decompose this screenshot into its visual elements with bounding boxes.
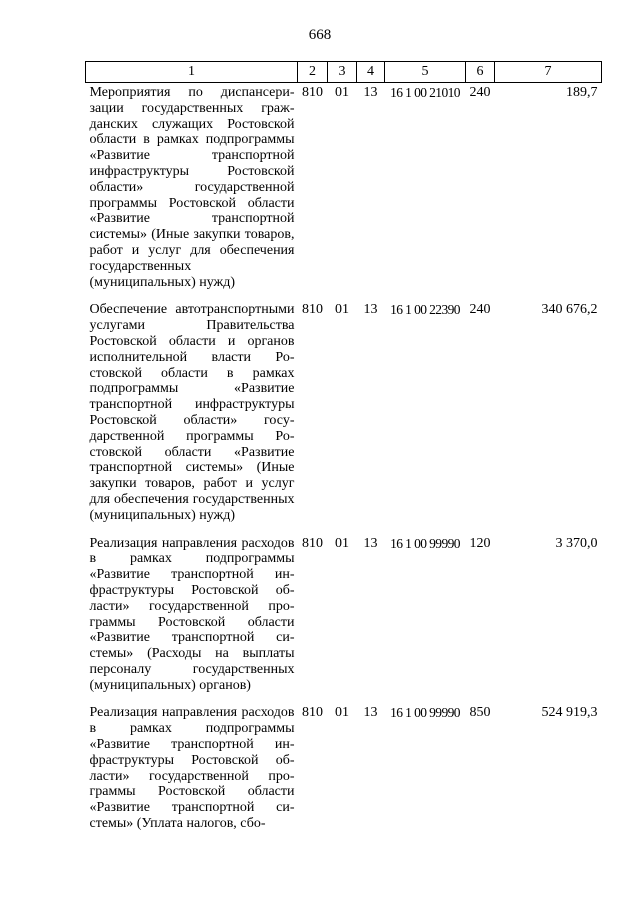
row-target-article: 16 1 00 21010	[390, 85, 460, 100]
row-section-code: 01	[335, 85, 349, 100]
row-subsection-code: 13	[363, 535, 378, 551]
row-subsection-code: 13	[363, 302, 378, 318]
table-row	[86, 302, 602, 535]
column-header: 3	[328, 62, 357, 83]
row-expense-type: 120	[469, 535, 491, 551]
row-description: Реализация направления расходов в рамках подпрограммы «Развитие транспортной инфраструктуры Ростовской области» государственной программы Ростовской области «Развитие транспортной системы» (Уплата налогов, сбо-	[89, 705, 295, 832]
row-amount: 189,7	[566, 85, 598, 100]
row-expense-type: 240	[469, 302, 491, 318]
table-header-row	[86, 62, 602, 83]
row-section-code: 01	[335, 535, 349, 551]
row-description: Мероприятия по диспансеризации государственных гражданских служащих Ростовской области в рамках подпрограммы «Развитие транспортной инфраструктуры Ростовской области» государственной программы Ростовской области «Развитие транспортной системы» (Иные закупки товаров, работ и услуг для обеспечения государственных (муниципальных) нужд)	[89, 85, 295, 290]
row-ministry-code: 810	[302, 705, 323, 721]
row-expense-type: 850	[469, 705, 491, 721]
row-ministry-code: 810	[302, 535, 323, 551]
column-header: 5	[385, 62, 466, 83]
row-target-article: 16 1 00 22390	[390, 302, 460, 318]
page-number: 668	[308, 27, 332, 43]
row-target-article: 16 1 00 99990	[390, 535, 460, 551]
column-header: 1	[86, 62, 298, 83]
column-header: 2	[298, 62, 328, 83]
row-amount: 3 370,0	[555, 535, 598, 551]
row-subsection-code: 13	[363, 85, 378, 100]
budget-table	[85, 61, 602, 844]
row-expense-type: 240	[469, 85, 491, 100]
row-section-code: 01	[335, 302, 349, 318]
column-header: 4	[357, 62, 385, 83]
row-section-code: 01	[335, 705, 349, 721]
table-row	[86, 536, 602, 706]
row-amount: 340 676,2	[541, 302, 598, 318]
row-amount: 524 919,3	[541, 705, 598, 721]
row-description: Реализация направления расходов в рамках подпрограммы «Развитие транспортной инфраструктуры Ростовской области» государственной программы Ростовской области «Развитие транспортной системы» (Расходы на выплаты персоналу государственных (муниципальных) органов)	[89, 535, 295, 693]
row-subsection-code: 13	[363, 705, 378, 721]
row-target-article: 16 1 00 99990	[390, 705, 460, 721]
row-description: Обеспечение автотранспортными услугами Правительства Ростовской области и органов исполнительной власти Ростовской области в рамках подпрограммы «Развитие транспортной инфраструктуры Ростовской области» государственной программы Ростовской области «Развитие транспортной системы» (Иные закупки товаров, работ и услуг для обеспечения государственных (муниципальных) нужд)	[89, 302, 295, 523]
column-header: 7	[495, 62, 602, 83]
table-row	[86, 705, 602, 843]
row-ministry-code: 810	[302, 302, 323, 318]
column-header: 6	[466, 62, 495, 83]
table-row	[86, 83, 602, 303]
row-ministry-code: 810	[302, 85, 323, 100]
